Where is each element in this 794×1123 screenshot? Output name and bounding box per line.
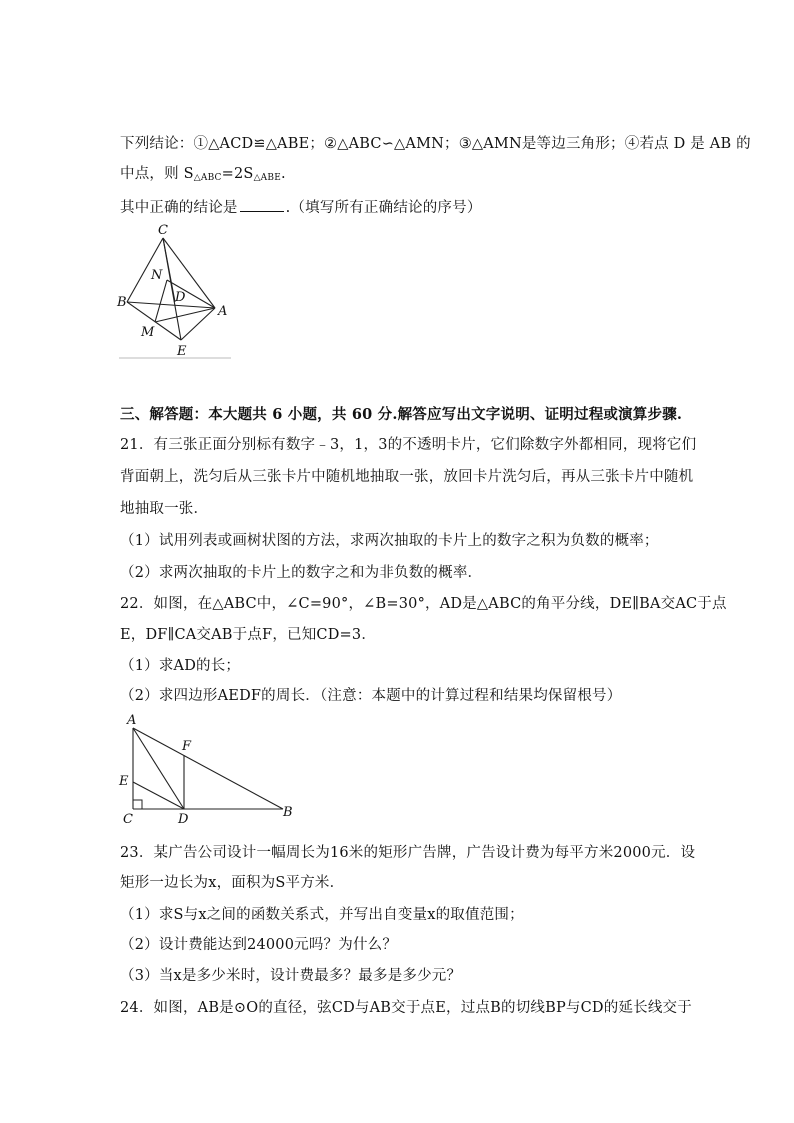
- q22-figure: [115, 712, 300, 827]
- section-heading: 三、解答题：本大题共 6 小题，共 60 分.解答应写出文字说明、证明过程或演算步骤.: [120, 406, 683, 423]
- q21-line2: 背面朝上，洗匀后从三张卡片中随机地抽取一张，放回卡片洗匀后，再从三张卡片中随机: [120, 469, 694, 485]
- q20-sub-abc: △ABC: [193, 173, 222, 183]
- label-c: C: [123, 812, 133, 827]
- seg-ma: [155, 308, 215, 322]
- seg-ea: [181, 308, 215, 340]
- seg-nm: [155, 280, 167, 322]
- q24-line1: 24．如图，AB是⊙O的直径，弦CD与AB交于点E，过点B的切线BP与CD的延长线交于: [120, 1000, 692, 1016]
- q21-part1: （1）试用列表或画树状图的方法，求两次抽取的卡片上的数字之积为负数的概率；: [120, 533, 659, 549]
- label-d: D: [175, 290, 186, 305]
- seg-ad: [133, 728, 184, 809]
- q20-sub-abe: △ABE: [253, 173, 281, 183]
- right-angle-mark: [133, 800, 142, 809]
- seg-ca: [163, 238, 215, 308]
- label-d: D: [178, 812, 189, 827]
- q20-line3-suffix: .（填写所有正确结论的序号）: [285, 200, 482, 216]
- label-e: E: [119, 774, 129, 789]
- label-f: F: [182, 739, 192, 754]
- label-m: M: [141, 325, 155, 340]
- q21-line3: 地抽取一张．: [120, 501, 209, 517]
- seg-ab: [133, 728, 283, 809]
- q22-line2: E，DF∥CA交AB于点F，已知CD=3．: [120, 627, 377, 643]
- q21-part2: （2）求两次抽取的卡片上的数字之和为非负数的概率．: [120, 565, 483, 581]
- q22-part2: （2）求四边形AEDF的周长．（注意：本题中的计算过程和结果均保留根号）: [120, 688, 622, 704]
- answer-blank[interactable]: [240, 197, 284, 212]
- label-a: A: [127, 713, 137, 728]
- label-b: B: [283, 805, 293, 820]
- q20-figure: [115, 222, 235, 362]
- q22-part1: （1）求AD的长；: [120, 658, 241, 674]
- q20-line2-suffix: .: [280, 166, 286, 182]
- q22-line1: 22．如图，在△ABC中，∠C=90°，∠B=30°，AD是△ABC的角平分线，DE∥BA交AC于点: [120, 596, 727, 612]
- q20-line2-mid: =2S: [221, 166, 254, 182]
- label-e: E: [177, 344, 187, 359]
- label-b: B: [117, 295, 127, 310]
- q23-part1: （1）求S与x之间的函数关系式，并写出自变量x的取值范围；: [120, 907, 524, 923]
- q20-line2: [120, 164, 286, 188]
- q21-line1: 21．有三张正面分别标有数字﹣3，1，3的不透明卡片，它们除数字外都相同，现将它们: [120, 437, 697, 453]
- q20-line2-prefix: 中点，则 S: [120, 166, 194, 182]
- q23-line2: 矩形一边长为x，面积为S平方米．: [120, 875, 345, 891]
- q23-part3: （3）当x是多少米时，设计费最多？最多是多少元？: [120, 968, 462, 984]
- q20-line3: [120, 197, 482, 218]
- q20-line1: 下列结论：①△ACD≌△ABE；②△ABC∽△AMN；③△AMN是等边三角形；④若点 D 是 AB 的: [120, 136, 751, 152]
- label-c: C: [158, 223, 168, 238]
- q23-part2: （2）设计费能达到24000元吗？为什么？: [120, 937, 398, 953]
- q23-line1: 23．某广告公司设计一幅周长为16米的矩形广告牌，广告设计费为每平方米2000元．设: [120, 845, 696, 861]
- seg-ba: [127, 302, 215, 308]
- label-a: A: [218, 304, 228, 319]
- q20-line3-prefix: 其中正确的结论是: [120, 200, 238, 216]
- seg-ed: [133, 782, 184, 809]
- seg-ce: [163, 238, 181, 340]
- label-n: N: [151, 268, 163, 283]
